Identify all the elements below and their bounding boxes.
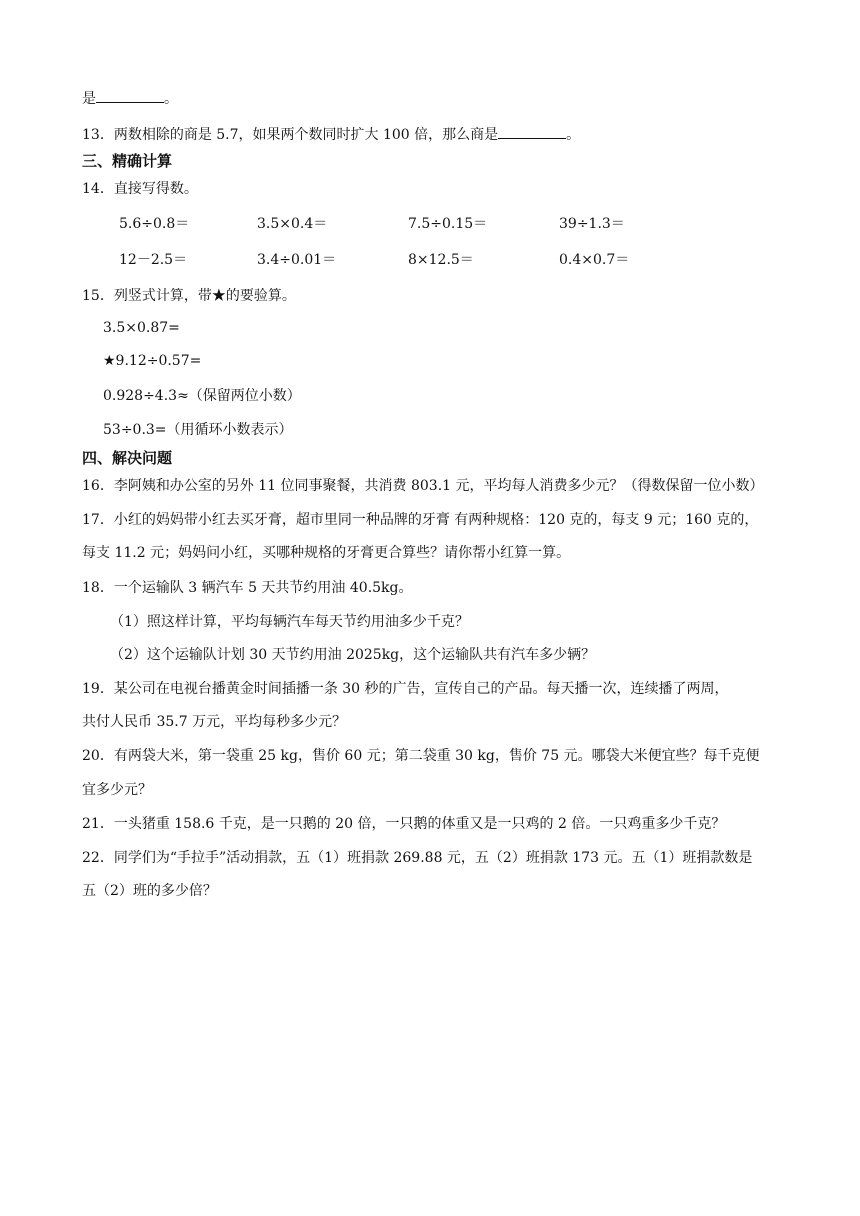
- question-20-line-1: 20．有两袋大米，第一袋重 25 kg，售价 60 元；第二袋重 30 kg，售价 75 元。哪袋大米便宜些？每千克便: [82, 748, 760, 764]
- section-3-heading: 三、精确计算: [82, 152, 173, 170]
- calc-item: 3.5×0.4＝: [257, 216, 328, 232]
- question-17-line-1: 17．小红的妈妈带小红去买牙膏，超市里同一种品牌的牙膏 有两种规格：120 克的，每支 9 元；160 克的，: [82, 512, 759, 528]
- question-22-line-1: 22．同学们为“手拉手”活动捐款，五（1）班捐款 269.88 元，五（2）班捐款 173 元。五（1）班捐款数是: [82, 850, 753, 866]
- calc-item: 39÷1.3＝: [559, 216, 625, 232]
- answer-blank[interactable]: [498, 124, 566, 139]
- question-21: 21．一头猪重 158.6 千克，是一只鹅的 20 倍，一只鹅的体重又是一只鸡的 2 倍。一只鸡重多少千克？: [82, 816, 726, 832]
- question-22-line-2: 五（2）班的多少倍？: [82, 883, 217, 899]
- q15-item-4: 53÷0.3=（用循环小数表示）: [103, 422, 293, 438]
- question-16: 16．李阿姨和办公室的另外 11 位同事聚餐，共消费 803.1 元，平均每人消费多少元？（得数保留一位小数）: [82, 478, 764, 494]
- q12-tail: [82, 88, 178, 109]
- question-19-line-1: 19．某公司在电视台播黄金时间插播一条 30 秒的广告，宣传自己的产品。每天播一次，连续播了两周，: [82, 681, 729, 697]
- answer-blank[interactable]: [96, 88, 164, 103]
- calc-item: 7.5÷0.15＝: [408, 216, 488, 232]
- q14-prompt: 14．直接写得数。: [82, 181, 198, 197]
- question-20-line-2: 宜多少元？: [82, 782, 152, 798]
- q15-item-2: ★9.12÷0.57=: [103, 353, 202, 369]
- question-18-sub-2: （2）这个运输队计划 30 天节约用油 2025kg，这个运输队共有汽车多少辆？: [110, 647, 596, 663]
- calc-item: 3.4÷0.01＝: [257, 252, 337, 268]
- calc-item: 12－2.5＝: [119, 252, 188, 268]
- question-18: 18．一个运输队 3 辆汽车 5 天共节约用油 40.5kg。: [82, 580, 413, 596]
- q15-item-1: 3.5×0.87=: [103, 320, 180, 336]
- q13-suffix: 。: [566, 127, 581, 143]
- q15-prompt: 15．列竖式计算，带★的要验算。: [82, 288, 296, 304]
- q13-text: 13．两数相除的商是 5.7，如果两个数同时扩大 100 倍，那么商是: [82, 127, 499, 143]
- q12-tail-prefix: 是: [82, 91, 96, 107]
- question-19-line-2: 共付人民币 35.7 万元，平均每秒多少元？: [82, 714, 347, 730]
- question-18-sub-1: （1）照这样计算，平均每辆汽车每天节约用油多少千克？: [110, 614, 469, 630]
- q14-row-1: [0, 214, 860, 234]
- calc-item: 8×12.5＝: [408, 252, 474, 268]
- question-13: [82, 124, 580, 145]
- section-4-heading: 四、解决问题: [82, 449, 173, 467]
- calc-item: 0.4×0.7＝: [559, 252, 630, 268]
- calc-item: 5.6÷0.8＝: [119, 216, 190, 232]
- question-17-line-2: 每支 11.2 元；妈妈问小红，买哪种规格的牙膏更合算些？请你帮小红算一算。: [82, 545, 571, 561]
- q15-item-3: 0.928÷4.3≈（保留两位小数）: [103, 388, 301, 404]
- q12-tail-suffix: 。: [164, 91, 178, 107]
- q14-row-2: [0, 250, 860, 270]
